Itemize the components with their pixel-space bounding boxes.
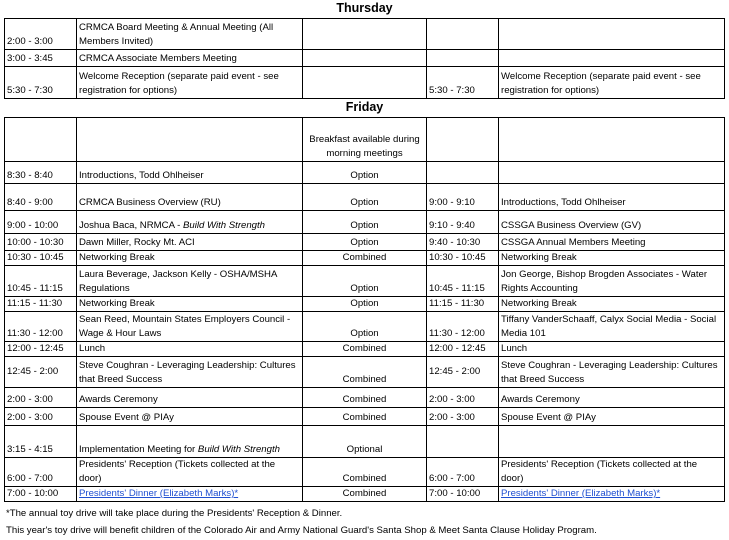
session-cell — [77, 211, 303, 234]
meal-cell — [303, 50, 427, 67]
friday-table — [4, 117, 725, 502]
time-cell: 10:00 - 10:30 — [5, 234, 77, 251]
time-cell — [427, 162, 499, 184]
session-title: Joshua Baca, NRMCA - — [79, 220, 183, 231]
session-cell — [77, 426, 303, 458]
session-cell: Steve Coughran - Leveraging Leadership: Cultures that Breed Success — [77, 357, 303, 388]
time-cell: 5:30 - 7:30 — [5, 67, 77, 99]
time-cell: 12:45 - 2:00 — [5, 357, 77, 388]
meal-cell: Combined — [303, 408, 427, 426]
table-row — [5, 118, 725, 162]
session-cell — [499, 118, 725, 162]
session-cell — [77, 118, 303, 162]
session-cell: Laura Beverage, Jackson Kelly - OSHA/MSHA Regulations — [77, 266, 303, 297]
time-cell — [427, 118, 499, 162]
time-cell: 11:15 - 11:30 — [427, 297, 499, 312]
table-row — [5, 487, 725, 502]
session-cell — [499, 487, 725, 502]
meal-cell: Combined — [303, 487, 427, 502]
session-cell: Dawn Miller, Rocky Mt. ACI — [77, 234, 303, 251]
time-cell — [427, 426, 499, 458]
time-cell: 10:30 - 10:45 — [5, 251, 77, 266]
table-row — [5, 312, 725, 342]
time-cell: 11:30 - 12:00 — [5, 312, 77, 342]
table-row — [5, 357, 725, 388]
meal-cell: Option — [303, 312, 427, 342]
table-row — [5, 211, 725, 234]
table-row — [5, 251, 725, 266]
meal-cell: Option — [303, 266, 427, 297]
time-cell: 8:40 - 9:00 — [5, 184, 77, 211]
session-cell: Welcome Reception (separate paid event - see registration for options) — [77, 67, 303, 99]
meal-cell: Combined — [303, 251, 427, 266]
table-row — [5, 266, 725, 297]
table-row — [5, 297, 725, 312]
time-cell: 10:45 - 11:15 — [427, 266, 499, 297]
session-cell: Steve Coughran - Leveraging Leadership: Cultures that Breed Success — [499, 357, 725, 388]
table-row — [5, 388, 725, 408]
session-cell: Networking Break — [499, 297, 725, 312]
session-cell: CRMCA Board Meeting & Annual Meeting (All Members Invited) — [77, 19, 303, 50]
breakfast-note: Breakfast available during morning meetings — [303, 118, 427, 162]
time-cell — [427, 19, 499, 50]
presidents-dinner-link[interactable]: Presidents' Dinner (Elizabeth Marks)* — [79, 488, 239, 499]
footnote: *The annual toy drive will take place during the Presidents' Reception & Dinner. — [6, 508, 343, 519]
meal-cell: Combined — [303, 357, 427, 388]
session-cell: CSSGA Annual Members Meeting — [499, 234, 725, 251]
meal-cell: Option — [303, 184, 427, 211]
table-row — [5, 50, 725, 67]
time-cell: 9:40 - 10:30 — [427, 234, 499, 251]
session-cell — [499, 426, 725, 458]
time-cell: 12:45 - 2:00 — [427, 357, 499, 388]
time-cell: 10:30 - 10:45 — [427, 251, 499, 266]
time-cell: 9:00 - 9:10 — [427, 184, 499, 211]
table-row — [5, 234, 725, 251]
session-cell: CRMCA Associate Members Meeting — [77, 50, 303, 67]
time-cell — [5, 118, 77, 162]
table-row — [5, 342, 725, 357]
session-emphasis: Build With Strength — [182, 220, 266, 231]
footnotes — [6, 505, 597, 539]
time-cell: 3:00 - 3:45 — [5, 50, 77, 67]
meal-cell: Option — [303, 162, 427, 184]
time-cell: 6:00 - 7:00 — [427, 458, 499, 487]
table-row — [5, 67, 725, 99]
session-emphasis: Build With Strength — [197, 444, 280, 455]
session-cell — [77, 487, 303, 502]
meal-cell: Optional — [303, 426, 427, 458]
session-cell: Presidents' Reception (Tickets collected at the door) — [499, 458, 725, 487]
session-cell: Networking Break — [77, 251, 303, 266]
thursday-heading: Thursday — [336, 1, 393, 15]
footnote: This year's toy drive will benefit children of the Colorado Air and Army National Guard's Santa Shop & Meet Santa Clause Holiday Program. — [6, 525, 597, 536]
table-row — [5, 458, 725, 487]
meal-cell: Option — [303, 297, 427, 312]
session-cell: Sean Reed, Mountain States Employers Council - Wage & Hour Laws — [77, 312, 303, 342]
table-row — [5, 162, 725, 184]
presidents-dinner-link[interactable]: Presidents' Dinner (Elizabeth Marks)* — [501, 488, 661, 499]
session-text — [79, 220, 265, 231]
time-cell: 6:00 - 7:00 — [5, 458, 77, 487]
time-cell: 11:30 - 12:00 — [427, 312, 499, 342]
meal-cell: Combined — [303, 342, 427, 357]
table-row — [5, 426, 725, 458]
session-cell: CSSGA Business Overview (GV) — [499, 211, 725, 234]
time-cell: 12:00 - 12:45 — [427, 342, 499, 357]
session-cell: Welcome Reception (separate paid event - see registration for options) — [499, 67, 725, 99]
table-row — [5, 19, 725, 50]
time-cell: 5:30 - 7:30 — [427, 67, 499, 99]
table-row — [5, 184, 725, 211]
session-cell: Lunch — [77, 342, 303, 357]
meal-cell: Option — [303, 234, 427, 251]
session-cell: Awards Ceremony — [77, 388, 303, 408]
time-cell: 7:00 - 10:00 — [5, 487, 77, 502]
session-cell: Introductions, Todd Ohlheiser — [499, 184, 725, 211]
time-cell: 2:00 - 3:00 — [5, 408, 77, 426]
meal-cell — [303, 19, 427, 50]
meal-cell — [303, 67, 427, 99]
session-cell: Lunch — [499, 342, 725, 357]
table-row — [5, 408, 725, 426]
session-cell: CRMCA Business Overview (RU) — [77, 184, 303, 211]
time-cell: 9:10 - 9:40 — [427, 211, 499, 234]
meal-cell: Combined — [303, 388, 427, 408]
session-cell: Networking Break — [499, 251, 725, 266]
session-cell: Presidents' Reception (Tickets collected at the door) — [77, 458, 303, 487]
session-cell: Awards Ceremony — [499, 388, 725, 408]
time-cell: 11:15 - 11:30 — [5, 297, 77, 312]
session-cell — [499, 19, 725, 50]
time-cell: 7:00 - 10:00 — [427, 487, 499, 502]
friday-heading: Friday — [345, 100, 384, 114]
session-cell: Spouse Event @ PIAy — [77, 408, 303, 426]
time-cell — [427, 50, 499, 67]
session-cell: Introductions, Todd Ohlheiser — [77, 162, 303, 184]
session-cell: Tiffany VanderSchaaff, Calyx Social Media - Social Media 101 — [499, 312, 725, 342]
time-cell: 2:00 - 3:00 — [427, 388, 499, 408]
time-cell: 2:00 - 3:00 — [5, 19, 77, 50]
meal-cell: Option — [303, 211, 427, 234]
session-cell: Networking Break — [77, 297, 303, 312]
session-text — [79, 444, 280, 455]
time-cell: 2:00 - 3:00 — [427, 408, 499, 426]
time-cell: 3:15 - 4:15 — [5, 426, 77, 458]
meal-cell: Combined — [303, 458, 427, 487]
session-cell — [499, 50, 725, 67]
time-cell: 8:30 - 8:40 — [5, 162, 77, 184]
time-cell: 12:00 - 12:45 — [5, 342, 77, 357]
session-cell: Spouse Event @ PIAy — [499, 408, 725, 426]
session-title: Implementation Meeting for — [79, 444, 198, 455]
time-cell: 9:00 - 10:00 — [5, 211, 77, 234]
time-cell: 2:00 - 3:00 — [5, 388, 77, 408]
session-cell: Jon George, Bishop Brogden Associates - Water Rights Accounting — [499, 266, 725, 297]
session-cell — [499, 162, 725, 184]
thursday-table — [4, 18, 725, 99]
time-cell: 10:45 - 11:15 — [5, 266, 77, 297]
